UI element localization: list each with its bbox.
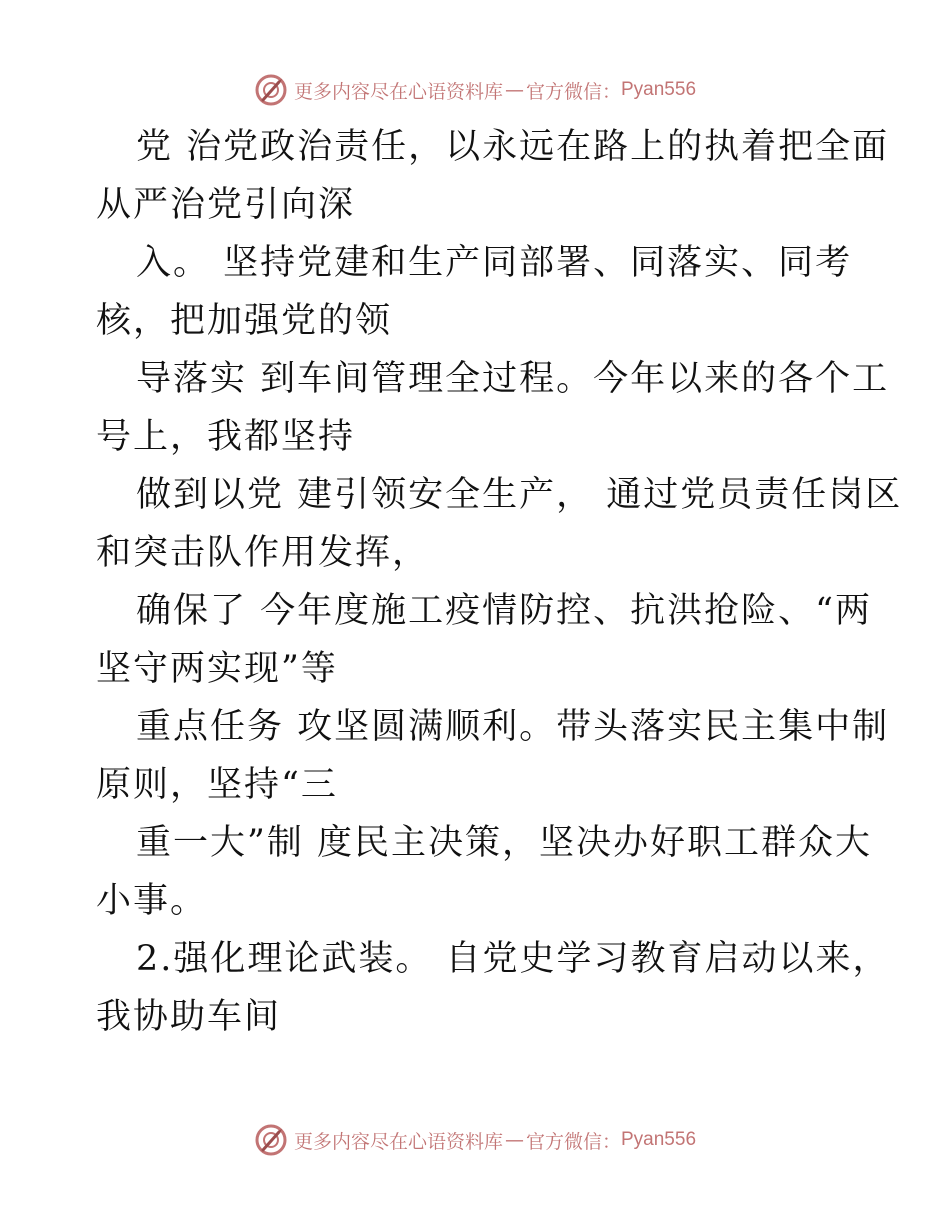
footer-watermark [0, 1122, 950, 1158]
text-line: 2.强化理论武装。 自党史学习教育启动以来， [136, 939, 890, 979]
text-line: 我协助车间 [96, 997, 282, 1037]
text-line: 坚守两实现”等 [96, 649, 338, 689]
watermark-main-text: 更多内容尽在心语资料库 [293, 1130, 503, 1153]
watermark-separator: — [504, 79, 524, 101]
text-line: 重点任务 攻坚圆满顺利。带头落实民主集中制 [136, 707, 890, 747]
text-line: 做到以党 建引领安全生产， 通过党员责任岗区 [136, 475, 903, 515]
text-line: 党 治党政治责任，以永远在路上的执着把全面 [136, 127, 890, 167]
text-line: 小事。 [96, 881, 208, 921]
watermark-separator: — [504, 1129, 524, 1151]
text-line: 导落实 到车间管理全过程。今年以来的各个工 [136, 359, 890, 399]
document-body [96, 118, 903, 1046]
text-line: 和突击队作用发挥， [96, 533, 430, 573]
text-line: 重一大”制 度民主决策，坚决办好职工群众大 [136, 823, 873, 863]
watermark-wechat-id: Pyan556 [621, 1129, 697, 1150]
text-line: 从严治党引向深 [96, 185, 356, 225]
watermark-main-text: 更多内容尽在心语资料库 [293, 80, 503, 103]
watermark-wechat-label: 官方微信： [525, 80, 621, 103]
text-line: 入。 坚持党建和生产同部署、同落实、同考 [136, 243, 853, 283]
text-line: 号上，我都坚持 [96, 417, 356, 457]
pen-circle-icon [254, 1123, 288, 1157]
watermark-wechat-id: Pyan556 [621, 79, 697, 100]
pen-circle-icon [254, 73, 288, 107]
watermark-wechat-label: 官方微信： [525, 1130, 621, 1153]
text-line: 原则，坚持“三 [96, 765, 338, 805]
text-line: 确保了 今年度施工疫情防控、抗洪抢险、“两 [136, 591, 873, 631]
header-watermark [0, 72, 950, 108]
text-line: 核，把加强党的领 [96, 301, 393, 341]
